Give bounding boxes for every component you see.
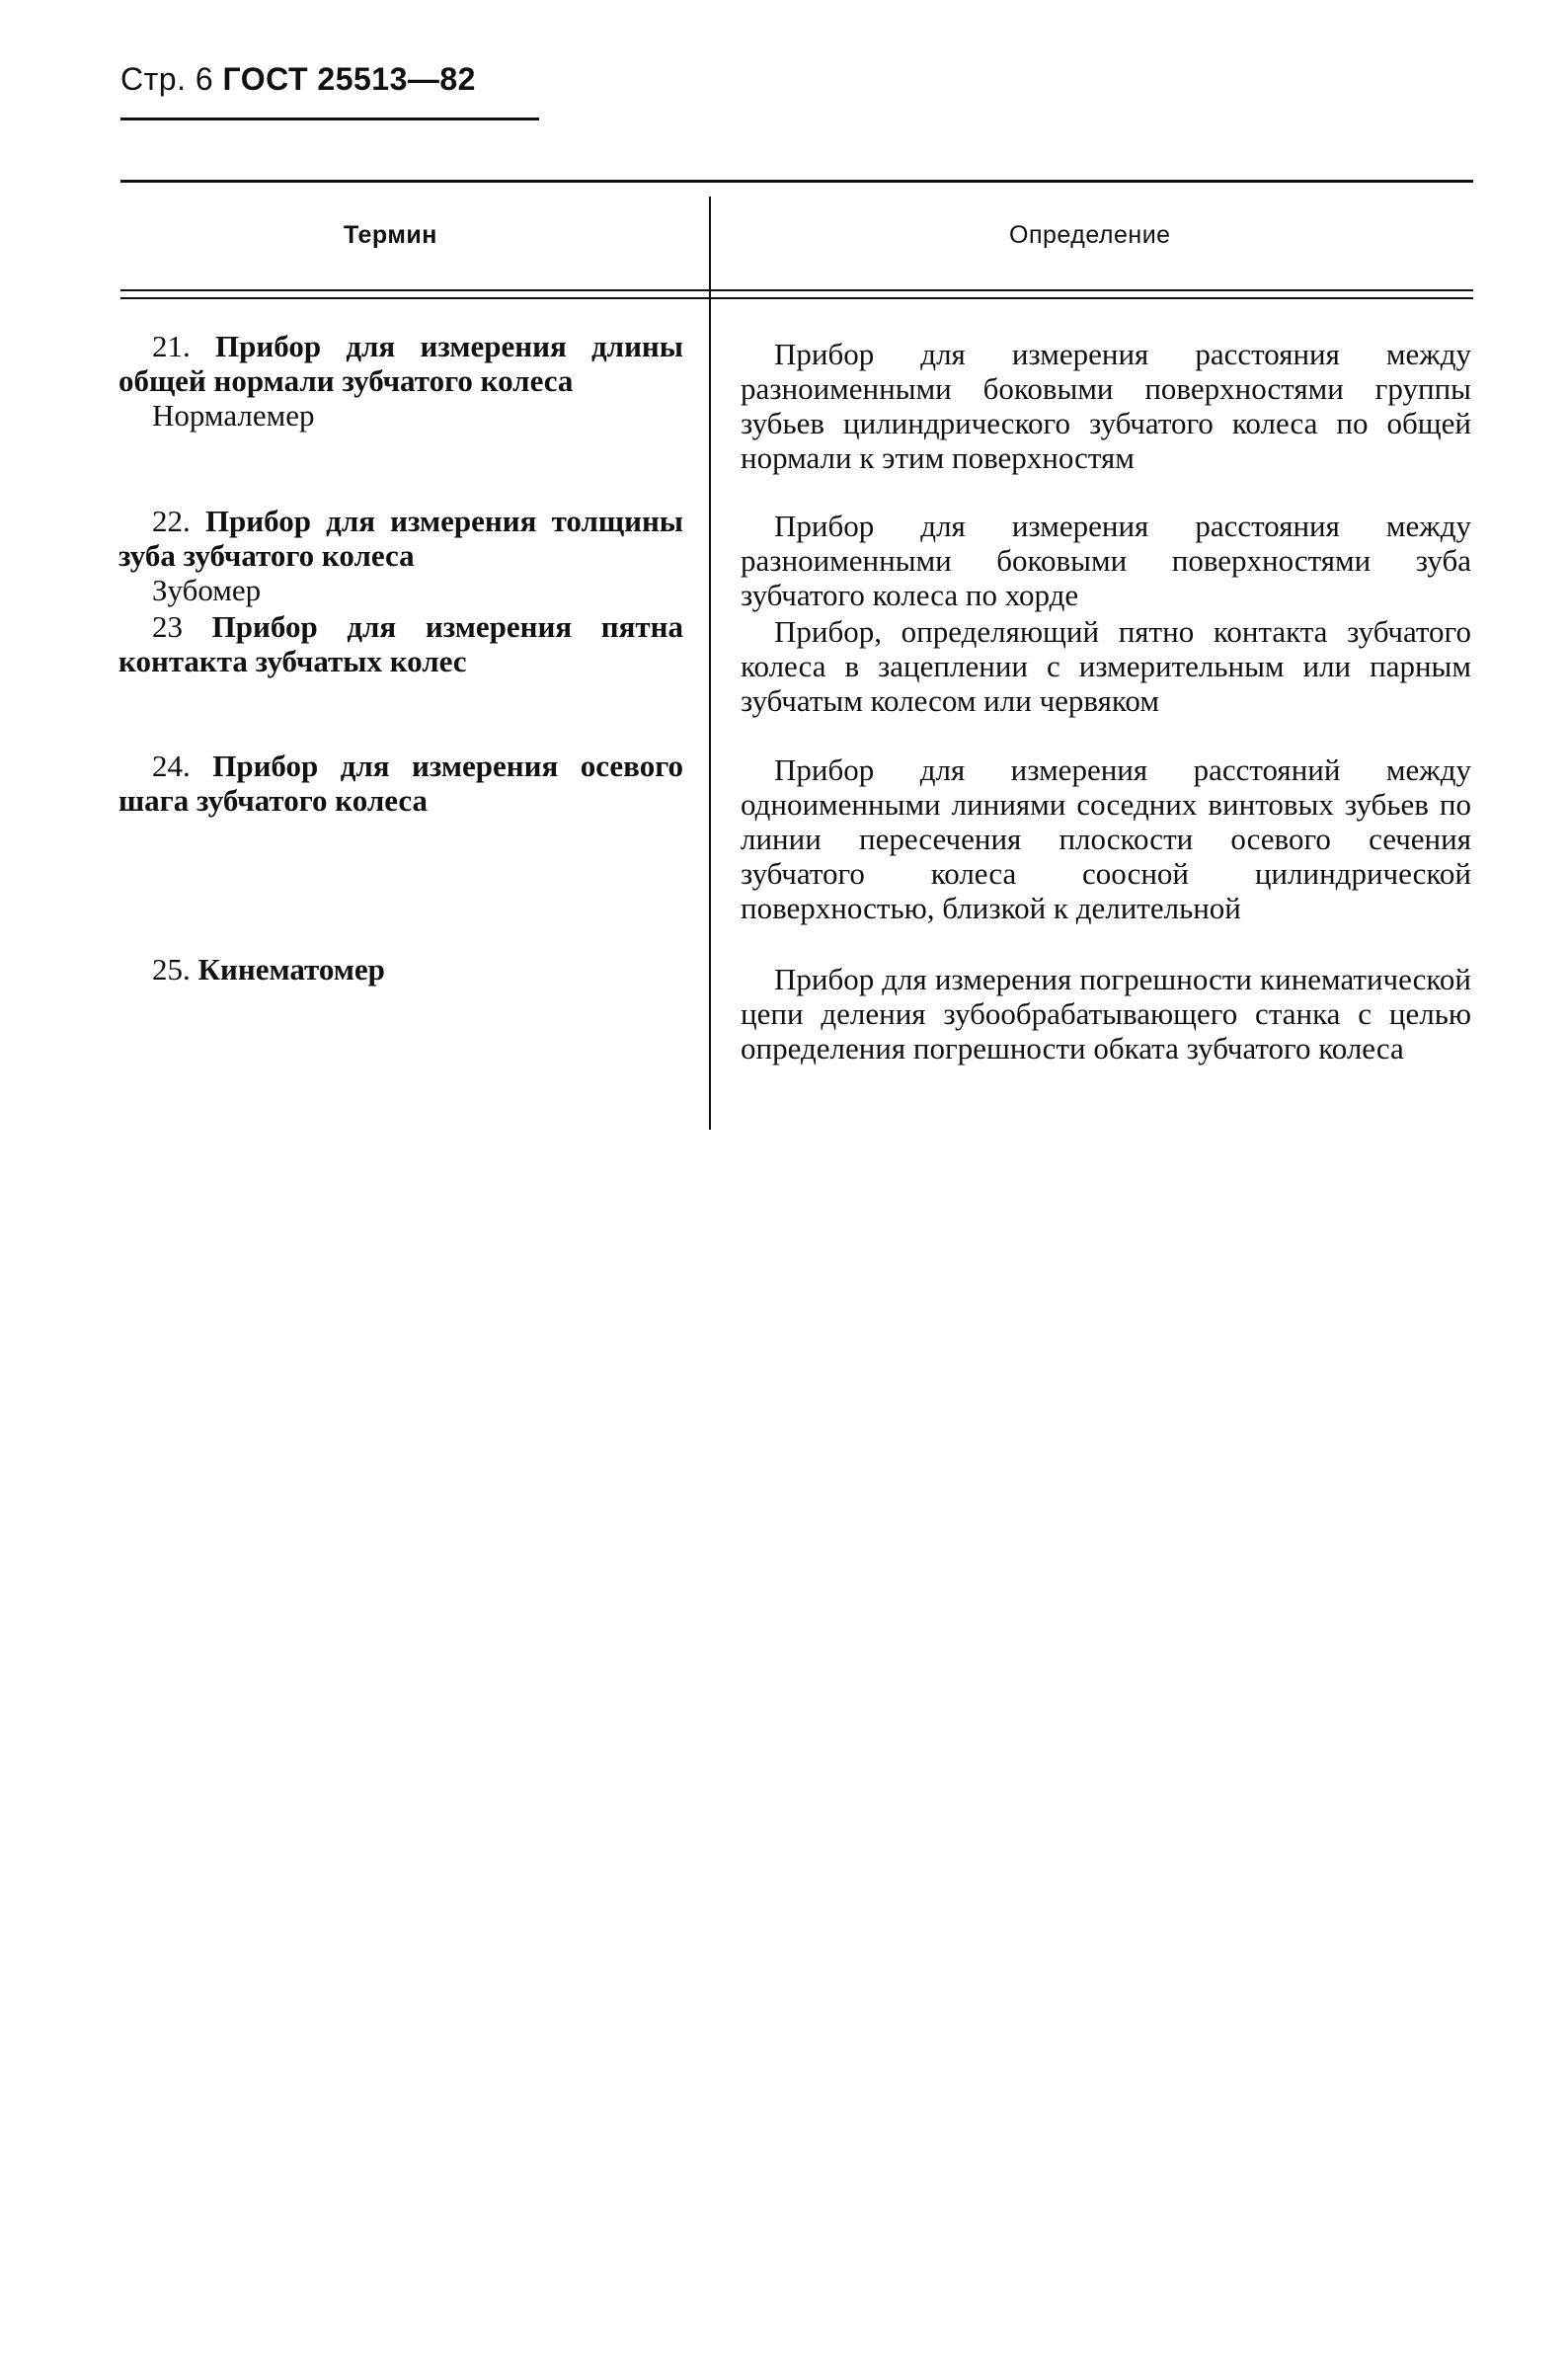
column-header-term: Термин xyxy=(344,221,437,249)
header-bottom-rule-double xyxy=(120,297,1473,299)
term-number: 25. xyxy=(152,952,191,987)
definition-24: Прибор для измерения расстояний между одноименными линиями соседних винтовых зубьев по линии пересечения плоскости осевого сечения зубчатого колеса соосной цилиндрической поверхностью, близкой к делительной xyxy=(741,752,1471,925)
definition-21: Прибор для измерения расстояния между разноименными боковыми поверхностями группы зубьев цилиндрического зубчатого колеса по общей нормали к этим поверхностям xyxy=(741,337,1471,475)
term-number: 22. xyxy=(152,504,191,538)
term-text: Прибор для измерения осевого шага зубчатого колеса xyxy=(118,749,683,818)
term-short-name: Зубомер xyxy=(152,573,262,607)
header-bottom-rule xyxy=(120,289,1473,291)
page-label: Стр. 6 xyxy=(120,61,214,97)
definition-22: Прибор для измерения расстояния между разноименными боковыми поверхностями зуба зубчатого колеса по хорде xyxy=(741,509,1471,612)
definition-23: Прибор, определяющий пятно контакта зубчатого колеса в зацеплении с измерительным или парным зубчатым колесом или червяком xyxy=(741,614,1471,718)
column-divider xyxy=(709,197,711,1130)
term-text: Прибор для измерения толщины зуба зубчатого колеса xyxy=(118,504,684,573)
term-text: Прибор для измерения длины общей нормали зубчатого колеса xyxy=(118,329,683,398)
term-text: Кинематомер xyxy=(197,952,385,987)
header-underline xyxy=(120,118,539,120)
definition-25: Прибор для измерения погрешности кинематической цепи деления зубообрабатывающего станка с целью определения погрешности обката зубчатого колеса xyxy=(741,962,1471,1066)
term-23 xyxy=(118,609,683,678)
term-25 xyxy=(118,952,683,987)
page-header xyxy=(120,61,476,98)
column-header-definition: Определение xyxy=(1009,221,1171,249)
term-22 xyxy=(118,504,683,607)
term-number: 24. xyxy=(152,749,191,783)
term-24 xyxy=(118,749,683,818)
standard-number: ГОСТ 25513—82 xyxy=(222,61,476,97)
term-short-name: Нормалемер xyxy=(152,398,315,433)
term-number: 23 xyxy=(152,609,183,644)
term-21 xyxy=(118,329,683,433)
table-top-rule xyxy=(120,180,1473,183)
term-number: 21. xyxy=(152,329,191,363)
term-text: Прибор для измерения пятна контакта зубчатых колес xyxy=(118,609,683,678)
